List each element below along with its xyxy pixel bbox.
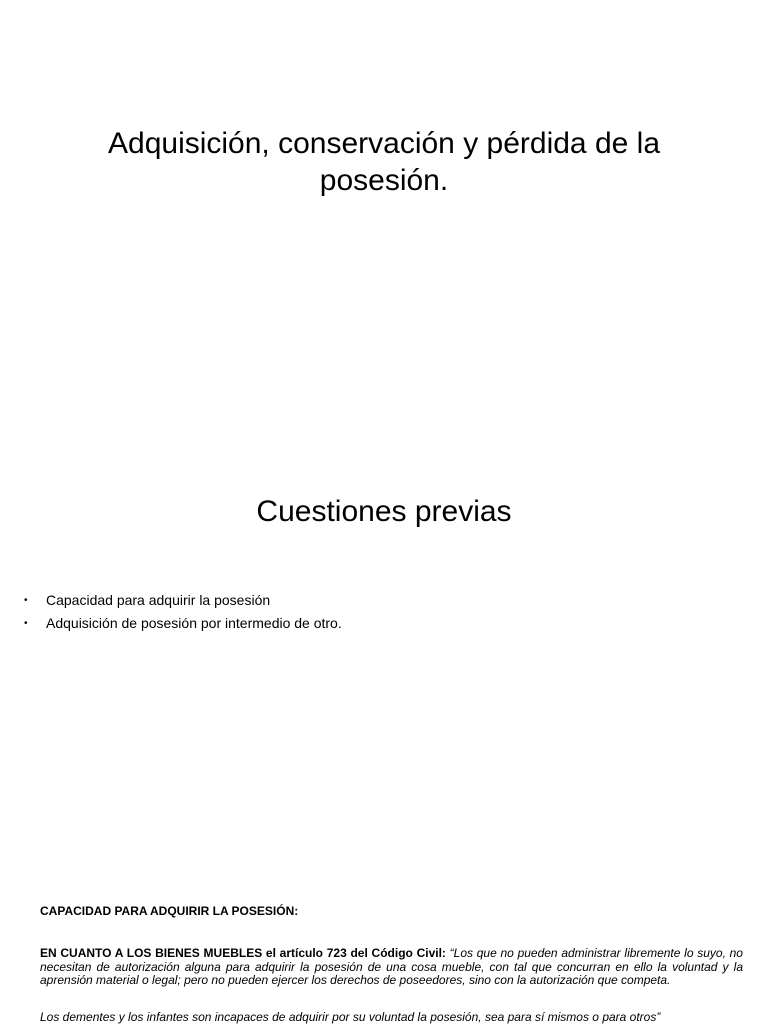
list-item-text: Capacidad para adquirir la posesión: [46, 592, 271, 608]
slide-capacity: [0, 870, 768, 1024]
second-paragraph: Los dementes y los infantes son incapaces de adquirir por su voluntad la posesión, sea para sí mismos o para otros”: [40, 1010, 661, 1024]
slide-title: [0, 0, 768, 440]
bullet-list: [20, 589, 342, 635]
list-item: [20, 589, 342, 612]
slide-title-heading: Cuestiones previas: [256, 495, 512, 528]
section-heading: CAPACIDAD PARA ADQUIRIR LA POSESIÓN:: [40, 904, 299, 918]
list-item: [20, 612, 342, 635]
bullet-icon: •: [24, 595, 28, 606]
slide-previous-questions: [0, 440, 768, 870]
paragraph-quote: “Los que no pueden administrar libremente lo suyo, no necesitan de autorización alguna para adquirir la posesión de una cosa mueble, con tal que concurran en ello la voluntad y la aprensión material o legal; pero no pueden ejercer los derechos de poseedores, sino con la autorización que competa.: [40, 946, 743, 987]
paragraph-lead: EN CUANTO A LOS BIENES MUEBLES el artículo 723 del Código Civil:: [40, 946, 446, 960]
bullet-icon: •: [24, 618, 28, 629]
list-item-text: Adquisición de posesión por intermedio de otro.: [46, 615, 342, 631]
article-paragraph: [40, 947, 743, 988]
presentation-title: Adquisición, conservación y pérdida de la posesión.: [108, 127, 660, 197]
